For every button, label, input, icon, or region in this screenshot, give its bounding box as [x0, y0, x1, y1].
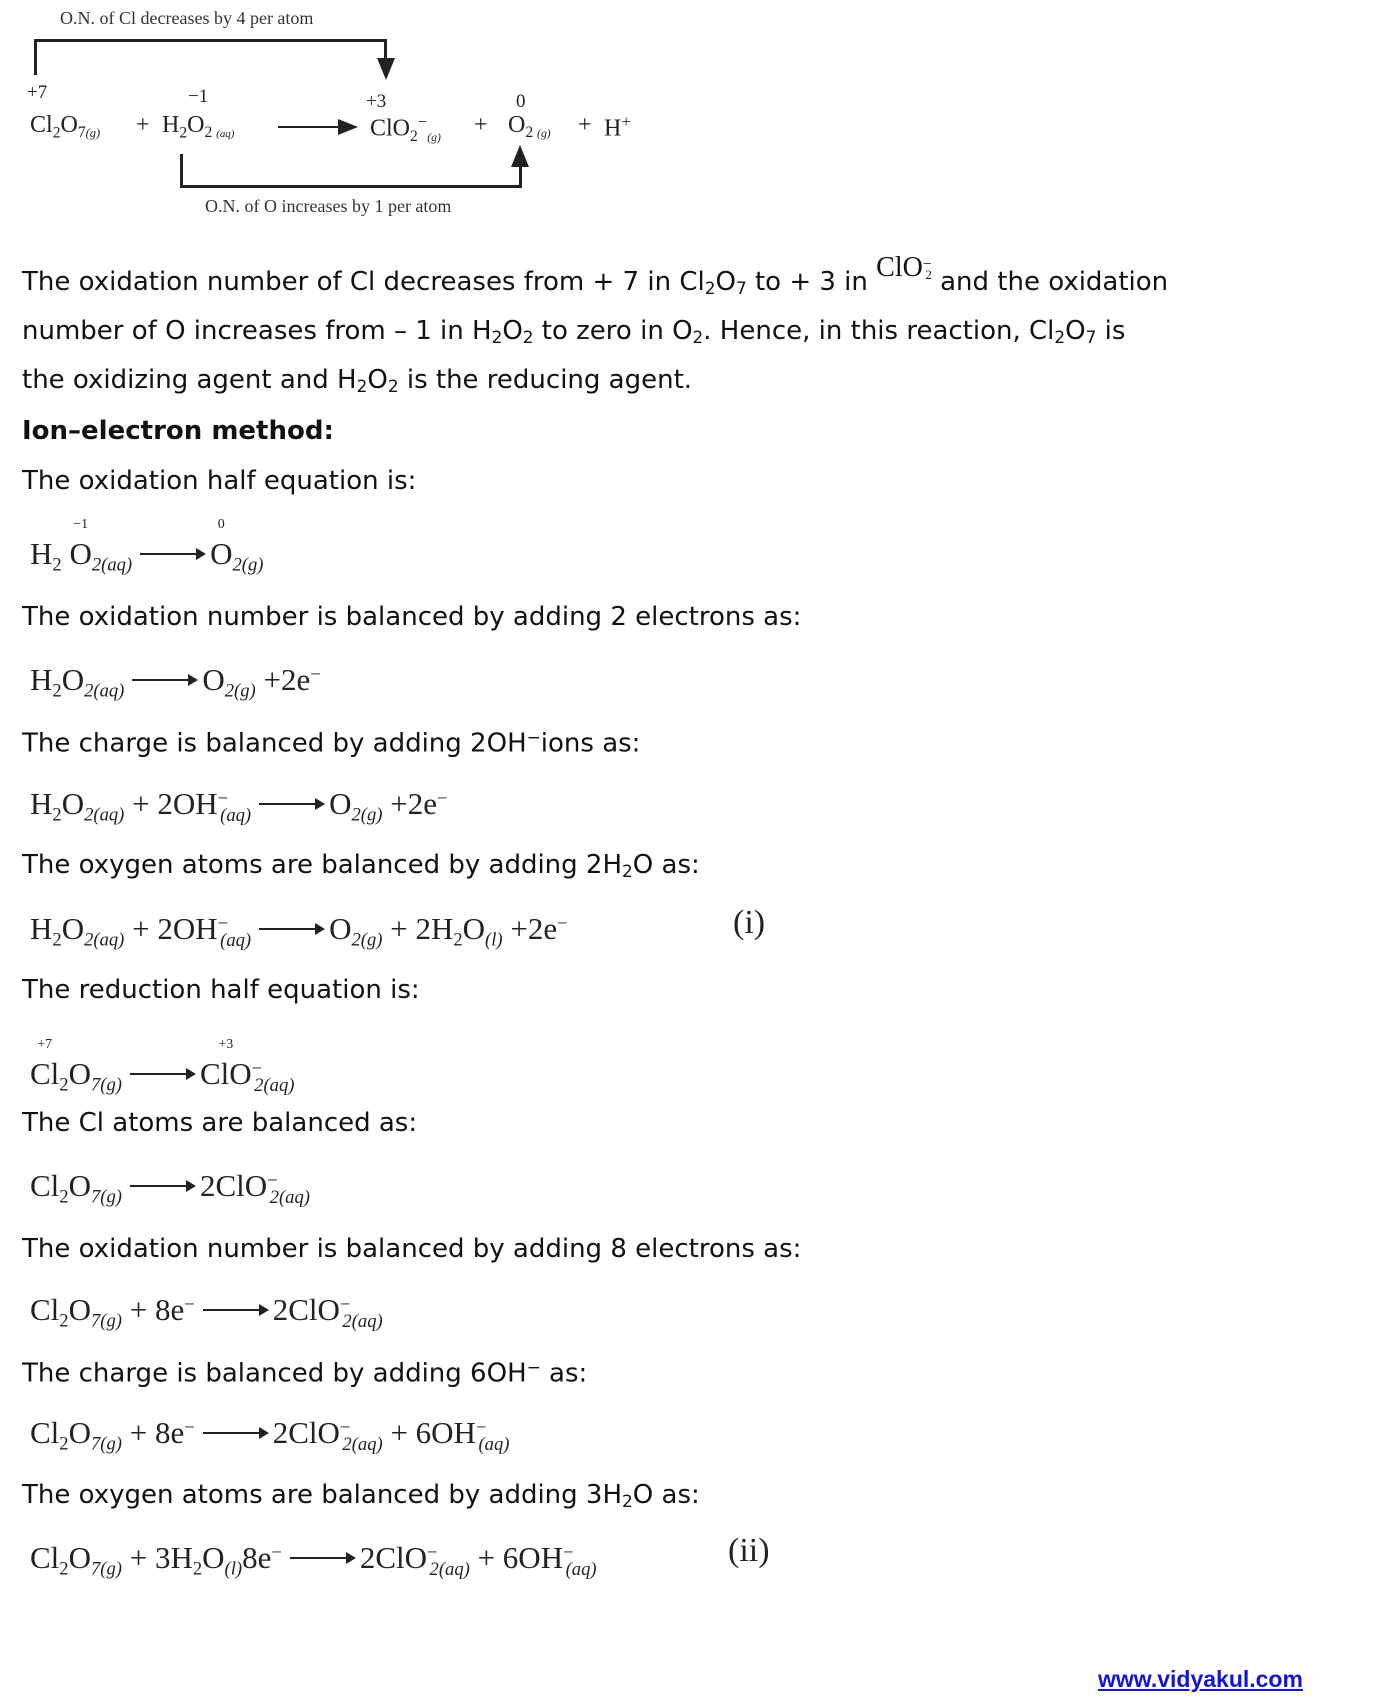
paragraph-line-1: The oxidation number of Cl decreases from + 7 in $Cl_2O_7$ to + 3 in ClO−$_2$ and the oxidation: [22, 252, 1169, 299]
step-red-half: The reduction half equation is:: [22, 975, 420, 1005]
step-ox-half: The oxidation half equation is:: [22, 466, 417, 496]
product-o2: $O_{2 (g)}$: [508, 112, 551, 142]
paragraph-line-2: number of O increases from – 1 in $H_2O_2$ to zero in $O_2$. Hence, in this reaction, $Cl_2O_7$ is: [22, 316, 1126, 348]
equation-ox-balanced: $H_2O_{2(aq)} + 2OH^-_{(aq)}$ $O_{2(g)} + 2H_2O_{(l)} +2e^-$: [30, 911, 568, 951]
up-arrow-icon: [511, 145, 529, 167]
step-red-oxygen: The oxygen atoms are balanced by adding $3H_2O$ as:: [22, 1480, 700, 1512]
plus-sign: +: [136, 112, 150, 138]
step-ox-oxygen: The oxygen atoms are balanced by adding $2H_2O$ as:: [22, 850, 700, 882]
equation-red-balanced: $Cl_2O_{7(g)} + 3H_2O_{(l)}8e^-$ $2ClO^-_{2(aq)} + 6OH^-_{(aq)}$: [30, 1540, 597, 1580]
step-red-electrons: The oxidation number is balanced by adding 8 electrons as:: [22, 1234, 802, 1264]
arrow-icon: [140, 553, 204, 555]
on-o-product: 0: [516, 91, 526, 112]
bottom-bracket-bar: [180, 185, 522, 188]
on-o-reactant: −1: [188, 86, 209, 107]
equation-ox-charge: $H_2O_{2(aq)} + 2OH^-_{(aq)}$ $O_{2(g)} +2e^-$: [30, 786, 448, 826]
o-change-note: O.N. of O increases by 1 per atom: [205, 196, 452, 216]
bottom-bracket-left: [180, 154, 183, 188]
equation-ox-electrons: $H_2O_{2(aq)}$ $O_{2(g)} +2e^-$: [30, 662, 321, 702]
paragraph-line-3: the oxidizing agent and $H_2O_2$ is the reducing agent.: [22, 365, 693, 397]
reactant-h2o2: $H_2O_{2 (aq)}$: [162, 112, 235, 142]
plus-sign: +: [474, 112, 488, 138]
vidyakul-link[interactable]: www.vidyakul.com: [1098, 1666, 1303, 1692]
equation-red-half: +7 $Cl_2O_{7(g)}$ +3 ClO−$_{2(aq)}$: [30, 1037, 295, 1096]
down-arrow-icon: [377, 58, 395, 80]
equation-tag-i: (i): [733, 904, 766, 941]
on-cl-reactant: +7: [27, 82, 48, 103]
section-heading: Ion–electron method:: [22, 416, 334, 446]
equation-ox-half: $H_2$ −1 $O_{2(aq)}$ 0 $O_{2(g)}$: [30, 517, 264, 576]
top-bracket-left: [34, 39, 37, 75]
product-h-plus: H+: [604, 112, 631, 142]
arrow-icon: [203, 1432, 267, 1434]
clo2-ion: ClO−$_2$: [876, 252, 932, 283]
reactant-cl2o7: $Cl_2O_{7(g)}$: [30, 112, 101, 142]
arrow-icon: [130, 1073, 194, 1075]
equation-red-cl: $Cl_2O_{7(g)}$ 2ClO−$_{2(aq)}$: [30, 1168, 310, 1208]
equation-red-charge: $Cl_2O_{7(g)} + 8e^-$ $2ClO^-_{2(aq)} + 6OH^-_{(aq)}$: [30, 1415, 510, 1455]
arrow-icon: [259, 803, 323, 805]
equation-tag-ii: (ii): [728, 1532, 770, 1569]
arrow-icon: [130, 1185, 194, 1187]
step-red-charge: The charge is balanced by adding 6OH− as:: [22, 1357, 588, 1389]
plus-sign: +: [578, 112, 592, 138]
arrow-icon: [203, 1309, 267, 1311]
reaction-arrow-icon: [338, 119, 358, 135]
step-ox-electrons: The oxidation number is balanced by adding 2 electrons as:: [22, 602, 802, 632]
arrow-icon: [290, 1557, 354, 1559]
top-bracket-bar: [34, 39, 387, 42]
arrow-icon: [259, 928, 323, 930]
reaction-arrow-shaft: [278, 126, 344, 128]
on-cl-product: +3: [366, 91, 387, 112]
step-red-cl: The Cl atoms are balanced as:: [22, 1108, 418, 1138]
redox-diagram: [0, 0, 660, 225]
equation-red-electrons: $Cl_2O_{7(g)} + 8e^-$ 2ClO−$_{2(aq)}$: [30, 1292, 383, 1332]
step-ox-charge: The charge is balanced by adding 2OH−ions as:: [22, 727, 641, 759]
cl-change-note: O.N. of Cl decreases by 4 per atom: [60, 8, 314, 28]
product-clo2: ClO$_2$−$_{(g)}$: [370, 112, 441, 145]
arrow-icon: [132, 679, 196, 681]
